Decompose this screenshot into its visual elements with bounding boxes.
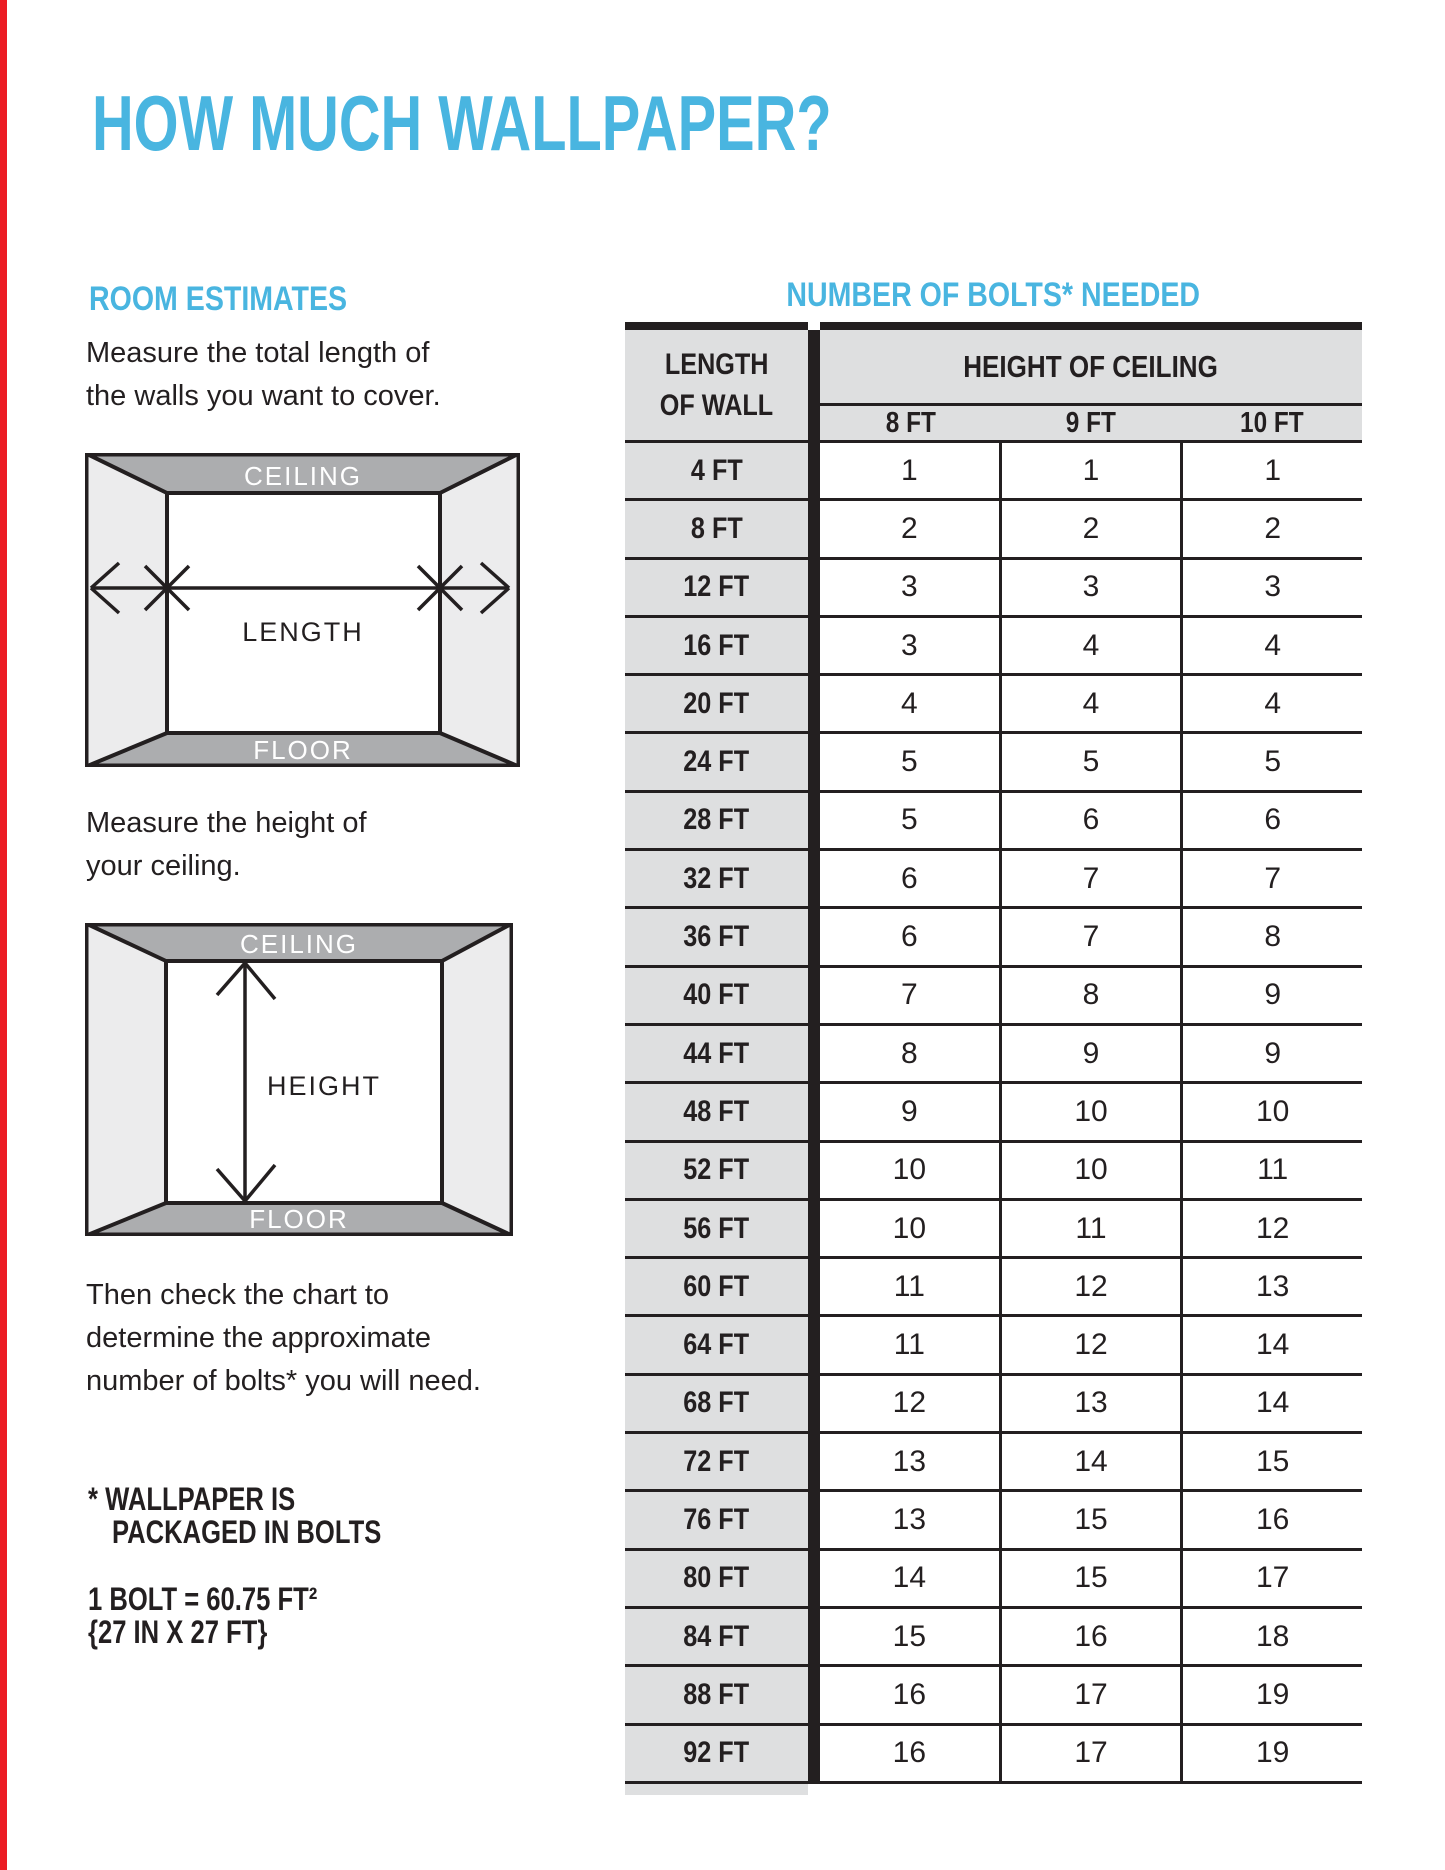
bolt-info-line [88, 1583, 375, 1616]
value-cell: 16 [1180, 1492, 1362, 1547]
floor-label: FLOOR [253, 735, 353, 765]
value-cell: 10 [820, 1143, 999, 1198]
row-label-text: 60 FT [683, 1269, 750, 1303]
paragraph-line: Then check the chart to [86, 1279, 390, 1311]
value-cell: 9 [1180, 1026, 1362, 1081]
room-length-diagram [85, 453, 520, 767]
row-label-text: 92 FT [683, 1736, 750, 1770]
table-row [625, 1609, 1362, 1667]
value-cell: 12 [1180, 1201, 1362, 1256]
table-row [625, 1317, 1362, 1375]
value-cell: 13 [1180, 1259, 1362, 1314]
row-label-cell [625, 676, 808, 731]
row-label-text: 52 FT [683, 1153, 750, 1187]
value-cell: 4 [1180, 618, 1362, 673]
height-label: HEIGHT [267, 1071, 382, 1101]
row-label-text: 40 FT [683, 978, 750, 1012]
bolts-footnote [88, 1483, 449, 1549]
row-label-cell [625, 501, 808, 556]
row-label-text: 16 FT [683, 628, 750, 662]
value-cell: 1 [1180, 443, 1362, 498]
table-top-bar [625, 322, 808, 330]
row-label-cell [625, 1201, 808, 1256]
footnote-line [88, 1516, 449, 1549]
ceiling-header-group [820, 330, 1362, 440]
row-label-cell [625, 1551, 808, 1606]
value-cell: 14 [1180, 1376, 1362, 1431]
value-cell: 11 [820, 1259, 999, 1314]
table-row [625, 560, 1362, 618]
value-cell: 11 [999, 1201, 1181, 1256]
row-label-text: 72 FT [683, 1444, 750, 1478]
paragraph-measure-height [86, 802, 367, 888]
row-label-text: 88 FT [683, 1677, 750, 1711]
table-title [625, 275, 1362, 315]
back-wall [167, 493, 440, 733]
column-divider [808, 501, 820, 556]
column-divider [808, 1084, 820, 1139]
value-cell: 17 [999, 1667, 1181, 1722]
column-divider [808, 1609, 820, 1664]
value-cell: 2 [999, 501, 1181, 556]
value-cell: 5 [820, 793, 999, 848]
value-cell: 2 [1180, 501, 1362, 556]
table-row [625, 1726, 1362, 1784]
row-label-text: 32 FT [683, 861, 750, 895]
footnote-line [88, 1483, 449, 1516]
value-cell: 14 [999, 1434, 1181, 1489]
table-row [625, 734, 1362, 792]
table-row [625, 618, 1362, 676]
column-divider [808, 618, 820, 673]
value-cell: 16 [820, 1667, 999, 1722]
column-divider [808, 793, 820, 848]
column-divider [808, 1551, 820, 1606]
value-cell: 14 [820, 1551, 999, 1606]
value-cell: 13 [999, 1376, 1181, 1431]
column-divider [808, 676, 820, 731]
row-label-text: 28 FT [683, 803, 750, 837]
paragraph-measure-length [86, 332, 441, 418]
column-divider [808, 1376, 820, 1431]
row-label-cell [625, 618, 808, 673]
column-divider [808, 1667, 820, 1722]
value-cell: 16 [820, 1726, 999, 1781]
table-row [625, 1143, 1362, 1201]
table-row [625, 1492, 1362, 1550]
table-row [625, 1434, 1362, 1492]
paragraph-line: the walls you want to cover. [86, 380, 441, 412]
column-divider [808, 1317, 820, 1372]
page-edge-stripe [0, 0, 7, 1870]
row-label-cell [625, 851, 808, 906]
value-cell: 13 [820, 1434, 999, 1489]
value-cell: 17 [1180, 1551, 1362, 1606]
column-divider [808, 560, 820, 615]
column-divider [808, 1201, 820, 1256]
floor-label: FLOOR [249, 1204, 349, 1234]
row-header-text: LENGTH [664, 348, 769, 381]
row-label-cell [625, 1026, 808, 1081]
table-row [625, 1026, 1362, 1084]
row-label-cell [625, 1434, 808, 1489]
column-divider [808, 1434, 820, 1489]
column-header-cell [820, 406, 1001, 440]
row-label-text: 24 FT [683, 745, 750, 779]
table-row [625, 909, 1362, 967]
value-cell: 1 [820, 443, 999, 498]
table-row [625, 1667, 1362, 1725]
row-label-text: 48 FT [683, 1094, 750, 1128]
ceiling-group-header-text: HEIGHT OF CEILING [963, 348, 1219, 384]
value-cell: 19 [1180, 1726, 1362, 1781]
row-label-text: 64 FT [683, 1328, 750, 1362]
column-header-cell [1001, 406, 1182, 440]
row-label-text: 56 FT [683, 1211, 750, 1245]
section-heading-room-estimates [89, 279, 396, 319]
value-cell: 3 [820, 618, 999, 673]
column-divider [808, 734, 820, 789]
row-label-cell [625, 1492, 808, 1547]
row-label-cell [625, 909, 808, 964]
table-row [625, 443, 1362, 501]
row-label-text: 36 FT [683, 920, 750, 954]
column-header-cell [1181, 406, 1362, 440]
value-cell: 8 [820, 1026, 999, 1081]
table-footer-stub [625, 1784, 808, 1795]
column-divider [808, 1726, 820, 1781]
ceiling-group-header-cell [820, 330, 1362, 403]
bolt-info-text: {27 IN X 27 FT} [88, 1614, 268, 1650]
footnote-text: * WALLPAPER IS [88, 1481, 296, 1517]
row-label-cell [625, 1317, 808, 1372]
column-divider [808, 851, 820, 906]
row-label-text: 12 FT [683, 570, 750, 604]
paragraph-line: Measure the height of [86, 807, 367, 839]
value-cell: 5 [1180, 734, 1362, 789]
value-cell: 9 [1180, 968, 1362, 1023]
row-label-cell [625, 1143, 808, 1198]
room-estimates-text: ROOM ESTIMATES [89, 280, 348, 318]
row-label-text: 76 FT [683, 1502, 750, 1536]
value-cell: 1 [999, 443, 1181, 498]
column-divider [808, 1026, 820, 1081]
value-cell: 12 [820, 1376, 999, 1431]
row-label-cell [625, 1726, 808, 1781]
value-cell: 10 [1180, 1084, 1362, 1139]
value-cell: 5 [820, 734, 999, 789]
value-cell: 6 [820, 851, 999, 906]
table-row [625, 851, 1362, 909]
value-cell: 10 [820, 1201, 999, 1256]
bolts-table [625, 322, 1362, 1797]
value-cell: 12 [999, 1259, 1181, 1314]
row-label-cell [625, 793, 808, 848]
value-cell: 6 [1180, 793, 1362, 848]
value-cell: 7 [820, 968, 999, 1023]
paragraph-check-chart [86, 1274, 481, 1403]
room-height-diagram-svg [85, 923, 513, 1236]
value-cell: 6 [999, 793, 1181, 848]
column-divider [808, 1259, 820, 1314]
row-label-text: 80 FT [683, 1561, 750, 1595]
value-cell: 7 [999, 851, 1181, 906]
value-cell: 4 [999, 676, 1181, 731]
row-label-cell [625, 1084, 808, 1139]
length-label: LENGTH [242, 617, 364, 647]
value-cell: 6 [820, 909, 999, 964]
column-divider [808, 909, 820, 964]
value-cell: 14 [1180, 1317, 1362, 1372]
table-row [625, 1201, 1362, 1259]
table-row [625, 968, 1362, 1026]
column-divider [808, 330, 820, 440]
value-cell: 4 [999, 618, 1181, 673]
bolt-info-line [88, 1616, 375, 1649]
value-cell: 15 [820, 1609, 999, 1664]
row-label-cell [625, 560, 808, 615]
room-height-diagram [85, 923, 513, 1236]
row-label-cell [625, 1609, 808, 1664]
row-label-cell [625, 968, 808, 1023]
value-cell: 8 [1180, 909, 1362, 964]
table-row [625, 501, 1362, 559]
value-cell: 18 [1180, 1609, 1362, 1664]
value-cell: 3 [999, 560, 1181, 615]
value-cell: 15 [999, 1551, 1181, 1606]
column-divider [808, 1492, 820, 1547]
value-cell: 11 [820, 1317, 999, 1372]
paragraph-line: your ceiling. [86, 850, 241, 882]
table-body [625, 440, 1362, 1784]
value-cell: 15 [999, 1492, 1181, 1547]
row-header-text: OF WALL [659, 389, 774, 422]
value-cell: 5 [999, 734, 1181, 789]
row-label-text: 68 FT [683, 1386, 750, 1420]
value-cell: 15 [1180, 1434, 1362, 1489]
row-label-cell [625, 734, 808, 789]
value-cell: 12 [999, 1317, 1181, 1372]
page-title-text: HOW MUCH WALLPAPER? [92, 79, 832, 167]
table-title-text: NUMBER OF BOLTS* NEEDED [786, 276, 1201, 314]
value-cell: 10 [999, 1084, 1181, 1139]
value-cell: 4 [1180, 676, 1362, 731]
value-cell: 4 [820, 676, 999, 731]
bolt-size-info [88, 1583, 375, 1649]
column-divider [808, 1143, 820, 1198]
value-cell: 16 [999, 1609, 1181, 1664]
column-header-text: 9 FT [1065, 406, 1117, 439]
ceiling-label: CEILING [239, 929, 359, 959]
value-cell: 9 [999, 1026, 1181, 1081]
paragraph-line: determine the approximate [86, 1322, 431, 1354]
row-header-cell [625, 330, 808, 440]
row-label-text: 8 FT [690, 511, 743, 545]
paragraph-line: number of bolts* you will need. [86, 1365, 481, 1397]
value-cell: 8 [999, 968, 1181, 1023]
value-cell: 10 [999, 1143, 1181, 1198]
value-cell: 19 [1180, 1667, 1362, 1722]
column-divider [808, 443, 820, 498]
value-cell: 3 [820, 560, 999, 615]
table-row [625, 1551, 1362, 1609]
value-cell: 9 [820, 1084, 999, 1139]
value-cell: 13 [820, 1492, 999, 1547]
table-row [625, 676, 1362, 734]
value-cell: 3 [1180, 560, 1362, 615]
column-divider [808, 968, 820, 1023]
table-row [625, 1376, 1362, 1434]
value-cell: 17 [999, 1726, 1181, 1781]
column-header-text: 10 FT [1239, 406, 1304, 439]
table-row [625, 1259, 1362, 1317]
row-label-text: 20 FT [683, 686, 750, 720]
value-cell: 2 [820, 501, 999, 556]
row-label-text: 44 FT [683, 1036, 750, 1070]
table-row [625, 793, 1362, 851]
column-header-text: 8 FT [885, 406, 936, 439]
table-row [625, 1084, 1362, 1142]
footnote-text: PACKAGED IN BOLTS [112, 1514, 382, 1550]
bolt-info-text: 1 BOLT = 60.75 FT² [88, 1581, 318, 1617]
row-label-cell [625, 1667, 808, 1722]
value-cell: 11 [1180, 1143, 1362, 1198]
table-header [625, 330, 1362, 440]
row-label-text: 4 FT [690, 453, 743, 487]
value-cell: 7 [1180, 851, 1362, 906]
row-label-cell [625, 1376, 808, 1431]
row-label-text: 84 FT [683, 1619, 750, 1653]
ceiling-column-headers [820, 406, 1362, 440]
value-cell: 7 [999, 909, 1181, 964]
ceiling-label: CEILING [243, 461, 363, 491]
paragraph-line: Measure the total length of [86, 337, 430, 369]
room-length-diagram-svg [85, 453, 520, 767]
row-label-cell [625, 1259, 808, 1314]
row-label-cell [625, 443, 808, 498]
page-title [92, 79, 1091, 167]
